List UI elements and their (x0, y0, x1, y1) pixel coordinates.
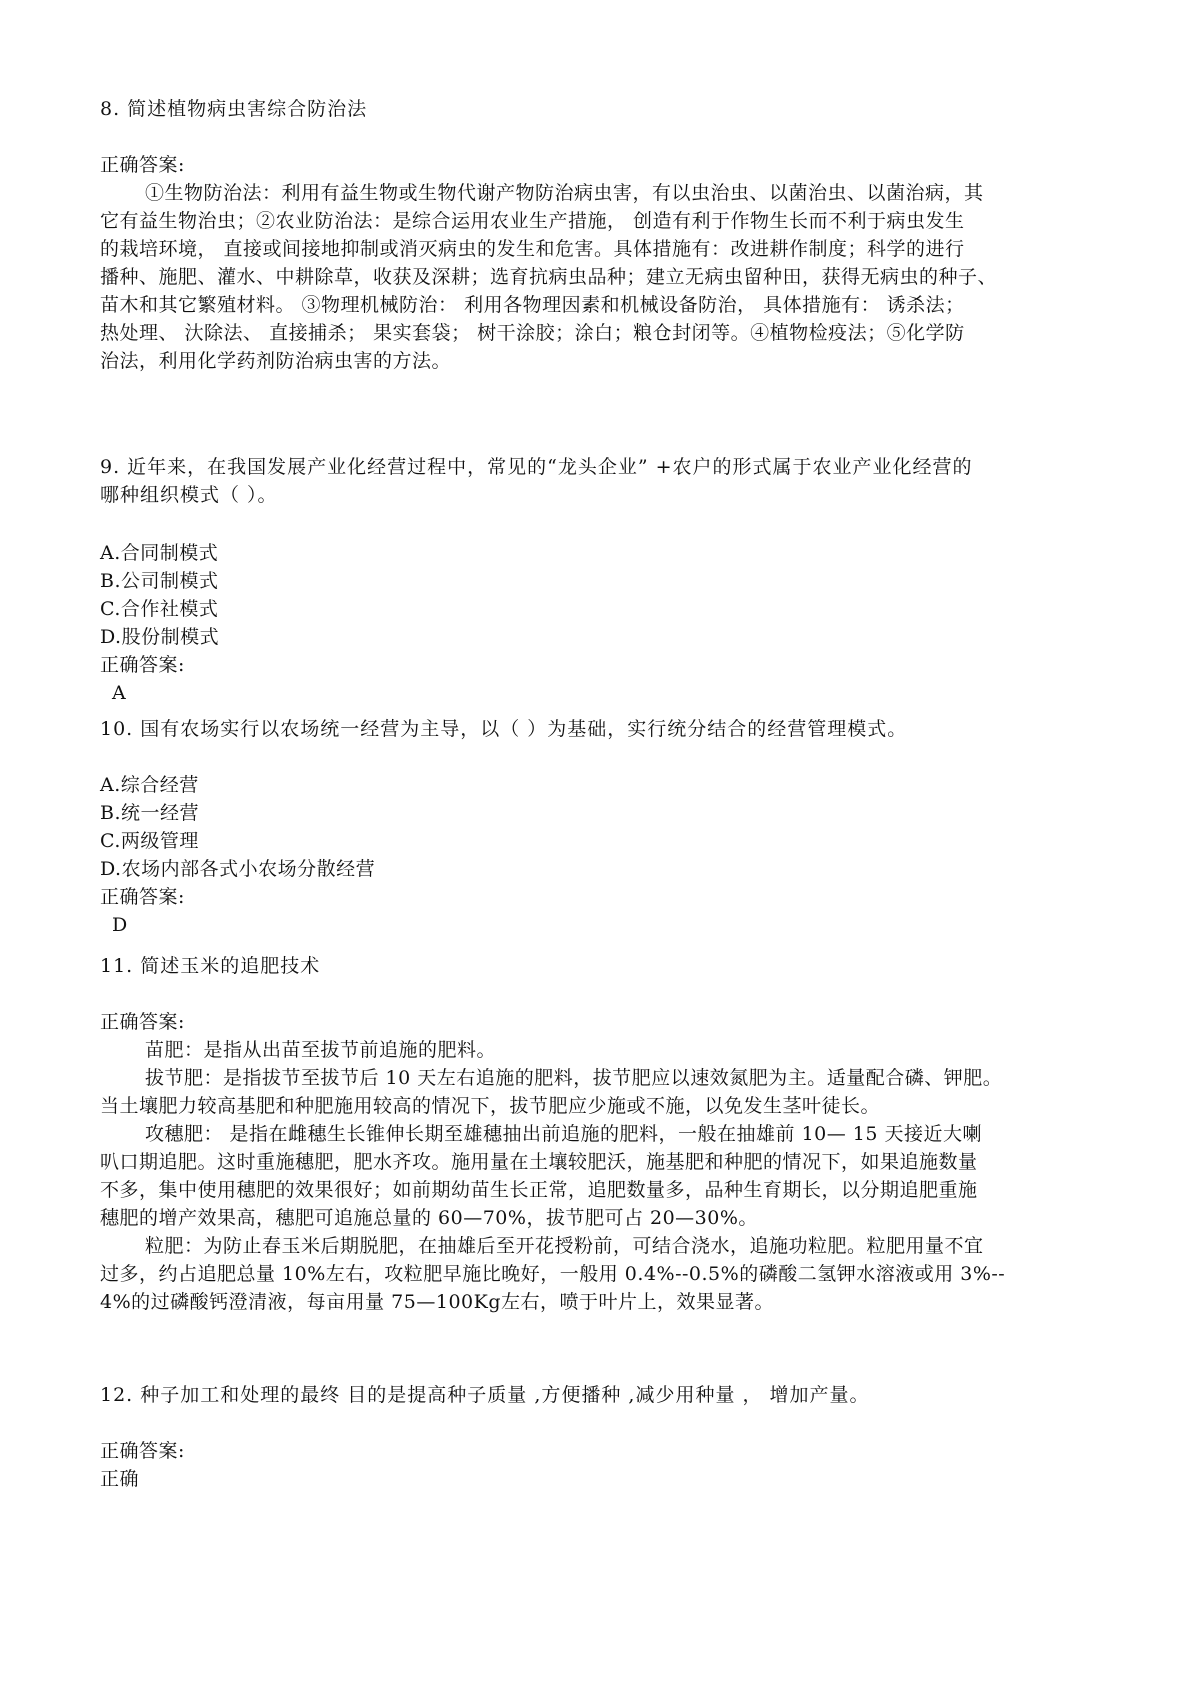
answer-text-line: 它有益生物治虫；②农业防治法：是综合运用农业生产措施， 创造有利于作物生长而不利于病虫发生 (100, 210, 965, 232)
answer-text-line: 穗肥的增产效果高，穗肥可追施总量的 60—70%，拔节肥可占 20—30%。 (100, 1207, 758, 1229)
question-10 (100, 715, 1110, 743)
answer-text-line: 过多，约占追肥总量 10%左右，攻粒肥早施比晚好，一般用 0.4%--0.5%的磷酸二氢钾水溶液或用 3%-- (100, 1263, 1006, 1285)
question-11-answer (100, 1008, 1110, 1316)
option-d: D.农场内部各式小农场分散经营 (100, 858, 376, 880)
question-8-answer (100, 151, 1110, 375)
question-title: 12. 种子加工和处理的最终 目的是提高种子质量 ,方便播种 ,减少用种量 ， 增加产量。 (100, 1384, 870, 1406)
answer-text-line: 苗肥：是指从出苗至拔节前追施的肥料。 (145, 1039, 497, 1061)
answer-text-line: 不多，集中使用穗肥的效果很好；如前期幼苗生长正常，追肥数量多，品种生育期长，以分期追肥重施 (100, 1179, 978, 1201)
option-b: B.公司制模式 (100, 570, 219, 592)
answer-text-line: 苗木和其它繁殖材料。 ③物理机械防治： 利用各物理因素和机械设备防治， 具体措施有： 诱杀法； (100, 294, 965, 316)
question-title: 8. 简述植物病虫害综合防治法 (100, 98, 368, 120)
answer-label: 正确答案: (100, 1440, 185, 1462)
answer-value: A (112, 682, 127, 704)
option-b: B.统一经营 (100, 802, 200, 824)
answer-text-line: 叭口期追肥。这时重施穗肥，肥水齐攻。施用量在土壤较肥沃，施基肥和种肥的情况下，如果追施数量 (100, 1151, 978, 1173)
answer-label: 正确答案: (100, 1011, 185, 1033)
answer-text-line: 4%的过磷酸钙澄清液，每亩用量 75—100Kg左右，喷于叶片上，效果显著。 (100, 1291, 774, 1313)
question-8 (100, 95, 1110, 123)
question-12 (100, 1381, 1110, 1409)
answer-text-line: ①生物防治法：利用有益生物或生物代谢产物防治病虫害，有以虫治虫、以菌治虫、以菌治病，其 (145, 182, 984, 204)
question-12-answer (100, 1437, 1110, 1493)
answer-text-line: 治法，利用化学药剂防治病虫害的方法。 (100, 350, 452, 372)
question-title: 9. 近年来，在我国发展产业化经营过程中，常见的“龙头企业” +农户的形式属于农业产业化经营的 (100, 456, 973, 478)
option-d: D.股份制模式 (100, 626, 220, 648)
answer-value: D (112, 914, 128, 936)
answer-text-line: 攻穗肥： 是指在雌穗生长锥伸长期至雄穗抽出前追施的肥料，一般在抽雄前 10— 15 天接近大喇 (145, 1123, 983, 1145)
answer-label: 正确答案: (100, 154, 185, 176)
question-title: 10. 国有农场实行以农场统一经营为主导，以（ ）为基础，实行统分结合的经营管理模式。 (100, 718, 908, 740)
question-10-options (100, 771, 1110, 939)
question-11 (100, 952, 1110, 980)
answer-text-line: 的栽培环境， 直接或间接地抑制或消灭病虫的发生和危害。具体措施有：改进耕作制度；科学的进行 (100, 238, 965, 260)
option-c: C.两级管理 (100, 830, 199, 852)
answer-label: 正确答案: (100, 654, 185, 676)
option-a: A.合同制模式 (100, 542, 219, 564)
question-9 (100, 453, 1110, 509)
option-c: C.合作社模式 (100, 598, 219, 620)
answer-text-line: 热处理、 汏除法、 直接捕杀； 果实套袋； 树干涂胶；涂白；粮仓封闭等。④植物检疫法；⑤化学防 (100, 322, 965, 344)
question-title: 哪种组织模式（ ）。 (100, 484, 278, 506)
answer-text-line: 粒肥：为防止春玉米后期脱肥，在抽雄后至开花授粉前，可结合浇水，追施功粒肥。粒肥用量不宜 (145, 1235, 984, 1257)
question-title: 11. 简述玉米的追肥技术 (100, 955, 321, 977)
question-9-options (100, 539, 1110, 707)
answer-text-line: 播种、施肥、灌水、中耕除草，收获及深耕；选育抗病虫品种；建立无病虫留种田，获得无病虫的种子、 (100, 266, 998, 288)
answer-text-line: 当土壤肥力较高基肥和种肥施用较高的情况下，拔节肥应少施或不施，以免发生茎叶徒长。 (100, 1095, 881, 1117)
answer-label: 正确答案: (100, 886, 185, 908)
answer-value: 正确 (100, 1468, 140, 1490)
option-a: A.综合经营 (100, 774, 199, 796)
answer-text-line: 拔节肥：是指拔节至拔节后 10 天左右追施的肥料，拔节肥应以速效氮肥为主。适量配合磷、钾肥。 (145, 1067, 1003, 1089)
